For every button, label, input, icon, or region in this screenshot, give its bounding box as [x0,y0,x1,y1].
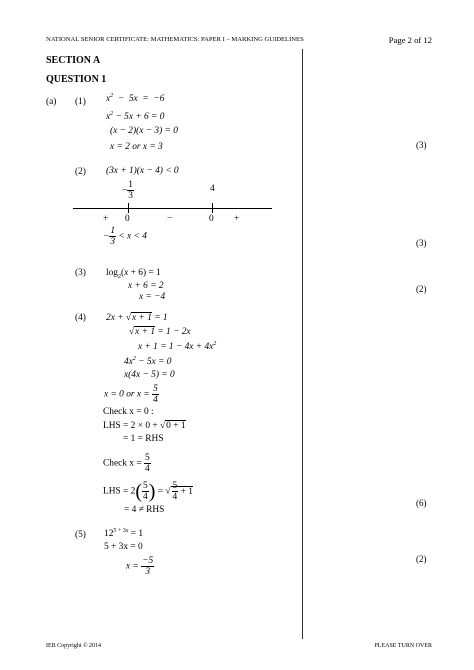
number-line [73,208,272,209]
footer-turn-over: PLEASE TURN OVER [374,643,432,649]
q4-line6: x = 0 or x = $\frac{5}{4}$ [104,384,158,405]
page-number: Page 2 of 12 [388,35,432,45]
q1-mark: (3) [416,140,427,150]
q4-rhs-zero: = 1 = RHS [123,434,164,444]
number-line-tick-1 [128,203,129,213]
q4-line4-rest: − 5x = 0 [138,357,172,368]
sign-4: 0 [209,214,214,224]
q4-line4-lead: 4x [124,357,133,368]
q4-line2-rhs: = 1 − 2x [157,327,191,337]
document-header-title: NATIONAL SENIOR CERTIFICATE: MATHEMATICS: PAPER I – MARKING GUIDELINES [46,36,304,43]
q3-mark: (2) [416,284,427,294]
q1-line4: x = 2 or x = 3 [110,142,163,152]
question-title: QUESTION 1 [46,74,107,85]
q2-label: (2) [75,167,86,177]
q5-line2: 5 + 3x = 0 [104,542,143,552]
q2-crit-two: 4 [210,184,215,194]
q4-line1-lhs: 2x + [106,313,124,323]
q4-line2: √x + 1 = 1 − 2x [129,327,191,337]
q5-label: (5) [75,530,86,540]
q2-crit-one: − $\frac{1}{3}$ [122,180,133,201]
q2-answer: − $\frac{1}{3}$ < x < 4 [103,226,147,247]
q2-inequality: (3x + 1)(x − 4) < 0 [106,166,179,176]
q3-label: (3) [75,268,86,278]
q4-neq: = 4 ≠ RHS [124,505,165,515]
q4-line5: x(4x − 5) = 0 [124,370,175,380]
sign-1: + [103,214,109,224]
q4-mark: (6) [416,498,427,508]
q4-line3: $x + 1 = 1 - 4x + 4x^2$ [138,341,217,353]
footer-copyright: IEB Copyright © 2014 [46,643,102,649]
q4-lhs-five-quarters-text: LHS = 2 [103,486,136,497]
q1-line3: (x − 2)(x − 3) = 0 [110,126,178,136]
section-title: SECTION A [46,55,101,66]
sign-3: − [167,214,173,224]
q4-line1-rhs: = 1 [154,313,168,323]
q4-line4: $4x^2 - 5x = 0$ [124,356,172,368]
q4-check-zero: Check x = 0 : [103,407,154,417]
number-line-tick-2 [212,203,213,213]
q4-line6-text: x = 0 or x = [104,389,150,400]
sign-2: 0 [125,214,130,224]
q4-lhs-zero: LHS = 2 × 0 + √0 + 1 [103,421,186,431]
q1-line2: $x^2 - 5x + 6 = 0$ [106,111,165,123]
q3-line3: x = −4 [139,292,166,302]
q2-answer-rest: < x < 4 [118,231,147,242]
q5-mark: (2) [416,554,427,564]
q3-line2: x + 6 = 2 [128,281,164,291]
part-label: (a) [46,97,57,107]
q5-line3-text: x = [126,561,139,572]
sign-5: + [234,214,240,224]
q4-lhs-five-quarters: LHS = 2( $\frac{5}{4}$ ) = √ $\frac{5}{4}$ + 1 [103,480,193,503]
margin-rule [302,49,303,639]
q4-lhs-zero-text: LHS = 2 × 0 + [103,421,158,431]
q5-line1: $12^{5 + 3x} = 1$ [104,528,144,540]
q1-label: (1) [75,97,86,107]
q4-check-five-quarters-text: Check x = [103,458,142,469]
q5-line3: x = $\frac{-5}{3}$ [126,556,154,577]
q1-line2-rest: − 5x + 6 = 0 [115,112,165,123]
q4-check-five-quarters: Check x = $\frac{5}{4}$ [103,453,150,474]
q3-line1: $\log_2(x + 6) = 1$ [106,268,161,280]
q1-line1: $x^2 - 5x = -6$ [106,93,165,105]
q4-line3-text: x + 1 = 1 − 4x + 4x [138,342,214,353]
q2-mark: (3) [416,238,427,248]
q4-label: (4) [75,313,86,323]
q4-line1: 2x + √x + 1 = 1 [106,313,168,323]
